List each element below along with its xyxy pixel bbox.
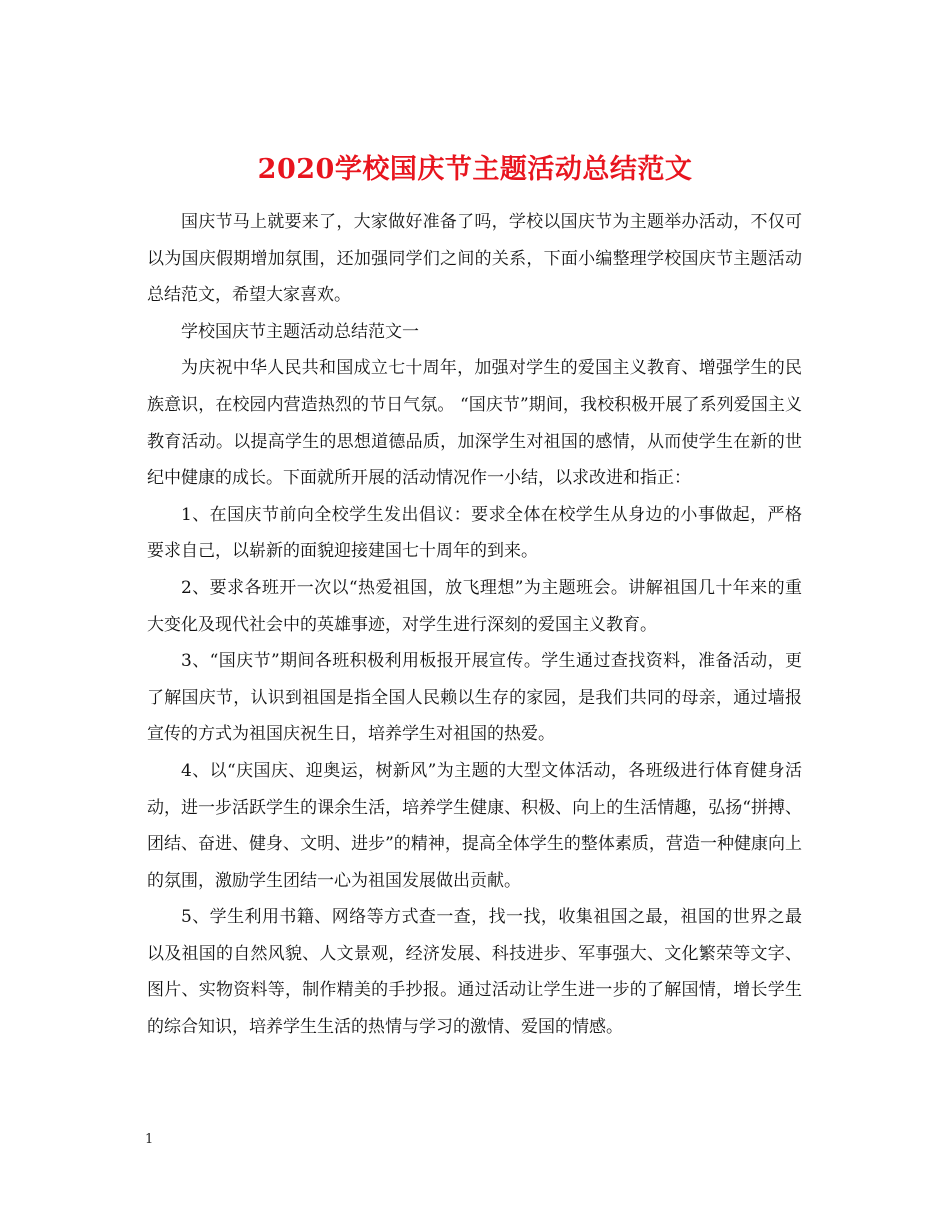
intro-paragraph: 国庆节马上就要来了，大家做好准备了吗，学校以国庆节为主题举办活动，不仅可以为国庆假期增加氛围，还加强同学们之间的关系，下面小编整理学校国庆节主题活动总结范文，希望大家喜欢。 xyxy=(147,212,802,306)
list-item-2: 2、要求各班开一次以“热爱祖国，放飞理想”为主题班会。讲解祖国几十年来的重大变化及现代社会中的英雄事迹，对学生进行深刻的爱国主义教育。 xyxy=(147,577,802,635)
page-number: 1 xyxy=(145,1132,154,1147)
list-item-4: 4、以“庆国庆、迎奥运，树新风”为主题的大型文体活动，各班级进行体育健身活动，进一步活跃学生的课余生活，培养学生健康、积极、向上的生活情趣，弘扬“拼搏、团结、奋进、健身、文明、进步”的精神，提高全体学生的整体素质，营造一种健康向上的氛围，激励学生团结一心为祖国发展做出贡献。 xyxy=(147,760,802,891)
list-item-3: 3、“国庆节”期间各班积极利用板报开展宣传。学生通过查找资料，准备活动，更了解国庆节，认识到祖国是指全国人民赖以生存的家园，是我们共同的母亲，通过墙报宣传的方式为祖国庆祝生日，培养学生对祖国的热爱。 xyxy=(147,651,802,745)
section-heading: 学校国庆节主题活动总结范文一 xyxy=(181,321,419,342)
document-body xyxy=(147,204,802,1046)
list-item-5: 5、学生利用书籍、网络等方式查一查，找一找，收集祖国之最，祖国的世界之最以及祖国的自然风貌、人文景观，经济发展、科技进步、军事强大、文化繁荣等文字、图片、实物资料等，制作精美的手抄报。通过活动让学生进一步的了解国情，增长学生的综合知识，培养学生生活的热情与学习的激情、爱国的情感。 xyxy=(147,907,802,1038)
body-paragraph: 为庆祝中华人民共和国成立七十周年，加强对学生的爱国主义教育、增强学生的民族意识，在校园内营造热烈的节日气氛。 “国庆节”期间，我校积极开展了系列爱国主义教育活动。以提高学生的思想道德品质，加深学生对祖国的感情，从而使学生在新的世纪中健康的成长。下面就所开展的活动情况作一小结，以求改进和指正： xyxy=(147,358,802,489)
list-item-1: 1、在国庆节前向全校学生发出倡议：要求全体在校学生从身边的小事做起，严格要求自己，以崭新的面貌迎接建国七十周年的到来。 xyxy=(147,504,802,562)
document-title: 2020学校国庆节主题活动总结范文 xyxy=(257,154,693,186)
